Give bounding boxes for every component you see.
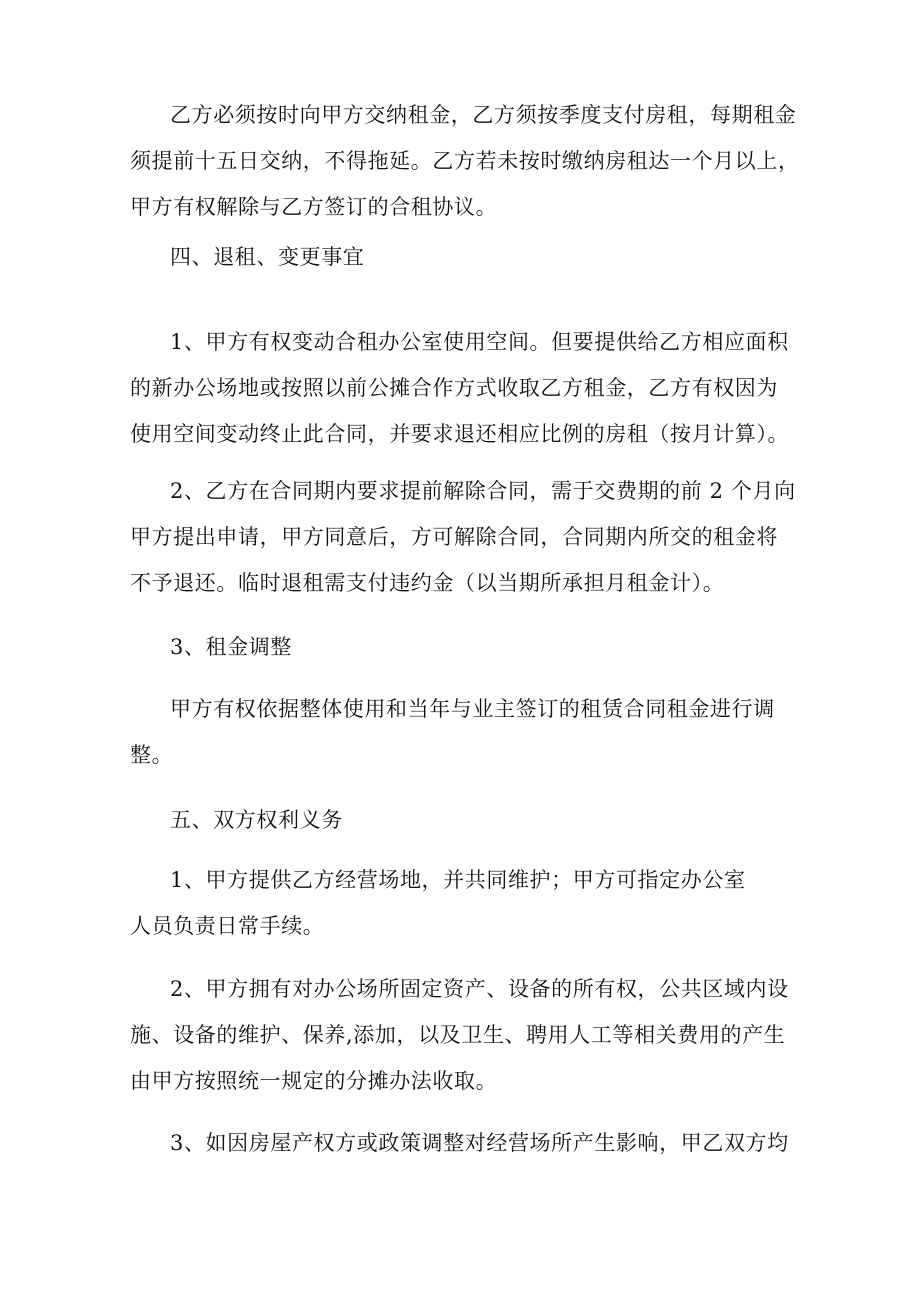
paragraph-rights-1 <box>130 857 810 949</box>
text-line: 须提前十五日交纳，不得拖延。乙方若未按时缴纳房租达一个月以上， <box>130 149 800 173</box>
text-line: 1、甲方有权变动合租办公室使用空间。但要提供给乙方相应面积 <box>170 330 789 354</box>
heading-line: 四、退租、变更事宜 <box>170 245 365 269</box>
text-line: 施、设备的维护、保养,添加，以及卫生、聘用人工等相关费用的产生 <box>130 1023 786 1047</box>
paragraph-rent-adjustment <box>130 686 810 778</box>
text-line: 2、甲方拥有对办公场所固定资产、设备的所有权，公共区域内设 <box>170 977 789 1001</box>
paragraph-item-1 <box>130 319 810 457</box>
paragraph-rent-payment <box>130 92 810 230</box>
text-line: 甲方有权依据整体使用和当年与业主签订的租赁合同租金进行调 <box>170 697 775 721</box>
section-heading-termination <box>130 234 810 280</box>
text-line: 使用空间变动终止此合同，并要求退还相应比例的房租（按月计算）。 <box>130 422 790 446</box>
text-line: 3、如因房屋产权方或政策调整对经营场所产生影响，甲乙双方均 <box>170 1131 789 1155</box>
paragraph-rights-3 <box>130 1120 810 1166</box>
text-line: 不予退还。临时退租需支付违约金（以当期所承担月租金计）。 <box>130 571 725 595</box>
text-line: 人员负责日常手续。 <box>130 914 325 938</box>
text-line: 乙方必须按时向甲方交纳租金，乙方须按季度支付房租，每期租金 <box>170 103 797 127</box>
text-line: 的新办公场地或按照以前公摊合作方式收取乙方租金，乙方有权因为 <box>130 376 778 400</box>
heading-line: 五、双方权利义务 <box>170 808 343 832</box>
text-line: 1、甲方提供乙方经营场地，并共同维护；甲方可指定办公室 <box>170 868 746 892</box>
paragraph-item-3-heading <box>130 624 810 670</box>
text-line: 由甲方按照统一规定的分摊办法收取。 <box>130 1069 498 1093</box>
text-line: 整。 <box>130 743 174 767</box>
text-line: 甲方有权解除与乙方签订的合租协议。 <box>130 195 498 219</box>
text-line: 甲方提出申请，甲方同意后，方可解除合同，合同期内所交的租金将 <box>130 525 778 549</box>
paragraph-item-2 <box>130 468 810 606</box>
text-line: 2、乙方在合同期内要求提前解除合同，需于交费期的前 2 个月向 <box>170 479 796 503</box>
section-heading-rights <box>130 797 810 843</box>
paragraph-rights-2 <box>130 966 810 1104</box>
text-line: 3、租金调整 <box>170 635 292 659</box>
